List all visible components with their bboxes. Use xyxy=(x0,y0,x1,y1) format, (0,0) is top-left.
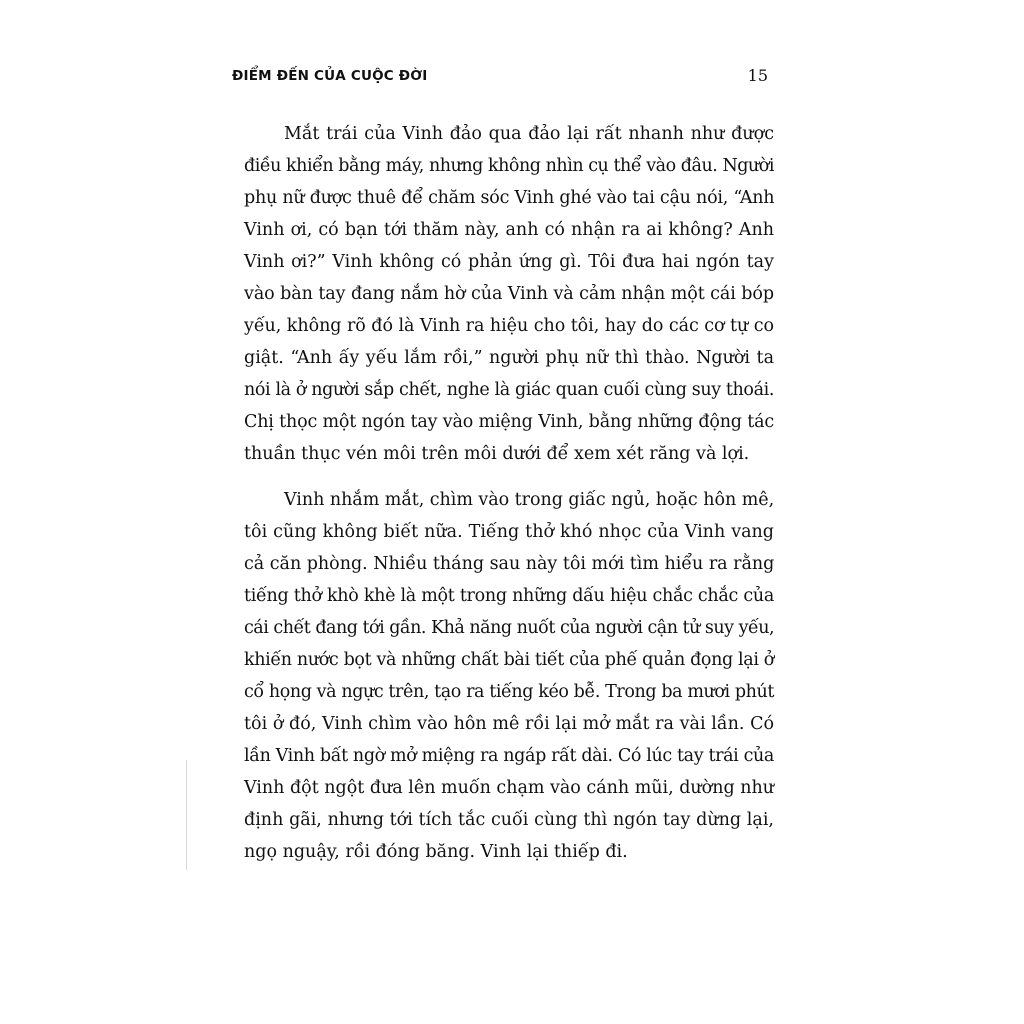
text-line: giật. “Anh ấy yếu lắm rồi,” người phụ nữ thì thào. Người ta xyxy=(244,348,774,368)
text-line: nói là ở người sắp chết, nghe là giác quan cuối cùng suy thoái. xyxy=(244,380,775,400)
text-line: thuần thục vén môi trên môi dưới để xem xét răng và lợi. xyxy=(244,444,750,464)
text-line: cả căn phòng. Nhiều tháng sau này tôi mới tìm hiểu ra rằng xyxy=(244,554,775,574)
text-line: yếu, không rõ đó là Vinh ra hiệu cho tôi, hay do các cơ tự co xyxy=(244,316,774,336)
paragraph-2 xyxy=(244,484,774,868)
page-number: 15 xyxy=(747,66,768,85)
text-line: tôi cũng không biết nữa. Tiếng thở khó nhọc của Vinh vang xyxy=(244,522,774,542)
text-line: Vinh ơi, có bạn tới thăm này, anh có nhận ra ai không? Anh xyxy=(244,220,774,240)
text-line: ngọ nguậy, rồi đóng băng. Vinh lại thiếp đi. xyxy=(244,842,628,862)
text-line: khiến nước bọt và những chất bài tiết của phế quản đọng lại ở xyxy=(244,650,774,670)
text-line: tiếng thở khò khè là một trong những dấu hiệu chắc chắc của xyxy=(244,586,774,606)
chapter-title: ĐIỂM ĐẾN CỦA CUỘC ĐỜI xyxy=(232,68,428,84)
body-text xyxy=(244,118,774,868)
text-line: tôi ở đó, Vinh chìm vào hôn mê rồi lại mở mắt ra vài lần. Có xyxy=(244,714,774,734)
paragraph-1 xyxy=(244,118,774,470)
text-line: cổ họng và ngực trên, tạo ra tiếng kéo bễ. Trong ba mươi phút xyxy=(244,682,774,702)
text-line: phụ nữ được thuê để chăm sóc Vinh ghé vào tai cậu nói, “Anh xyxy=(244,188,775,208)
text-line: Vinh nhắm mắt, chìm vào trong giấc ngủ, hoặc hôn mê, xyxy=(284,490,775,510)
text-line: vào bàn tay đang nắm hờ của Vinh và cảm nhận một cái bóp xyxy=(244,284,774,304)
scan-artifact-line xyxy=(186,760,187,870)
text-line: Vinh đột ngột đưa lên muốn chạm vào cánh mũi, dường như xyxy=(244,778,774,798)
text-line: Vinh ơi?” Vinh không có phản ứng gì. Tôi đưa hai ngón tay xyxy=(244,252,774,272)
text-line: Chị thọc một ngón tay vào miệng Vinh, bằng những động tác xyxy=(244,412,774,432)
text-line: lần Vinh bất ngờ mở miệng ra ngáp rất dài. Có lúc tay trái của xyxy=(244,746,774,766)
text-line: điều khiển bằng máy, nhưng không nhìn cụ thể vào đâu. Người xyxy=(244,156,774,176)
text-line: Mắt trái của Vinh đảo qua đảo lại rất nhanh như được xyxy=(284,124,774,144)
running-header xyxy=(232,66,768,90)
text-line: định gãi, nhưng tới tích tắc cuối cùng thì ngón tay dừng lại, xyxy=(244,810,774,830)
text-line: cái chết đang tới gần. Khả năng nuốt của người cận tử suy yếu, xyxy=(244,618,775,638)
